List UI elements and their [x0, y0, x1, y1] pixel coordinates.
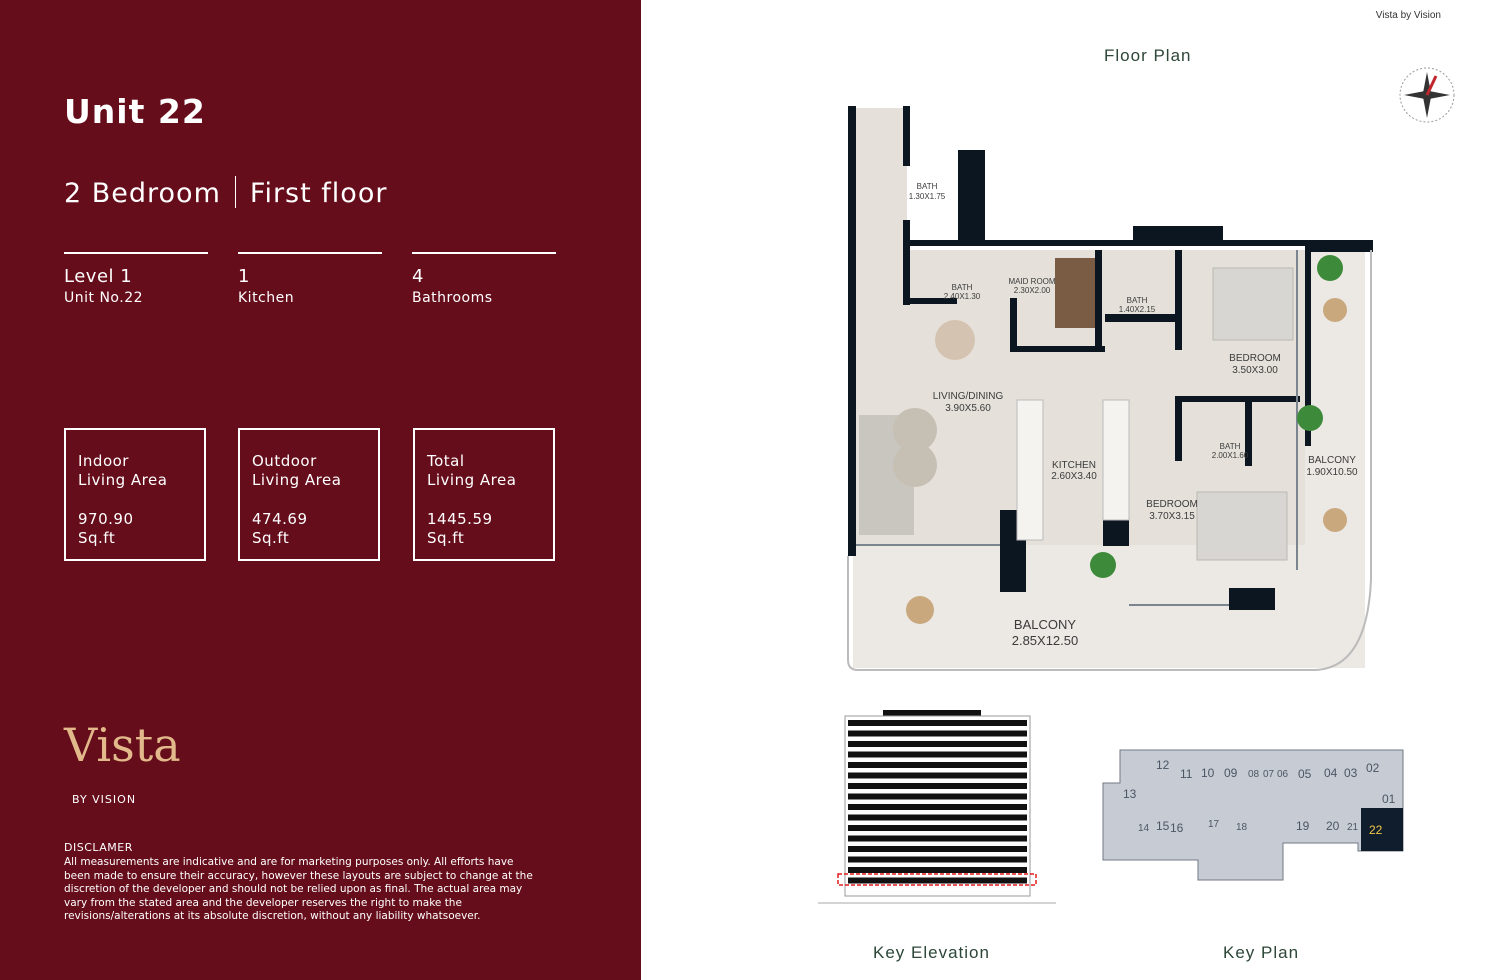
- area-value: 970.90: [78, 510, 134, 528]
- plant-icon: [1297, 405, 1323, 431]
- room-name: BATH: [951, 283, 973, 292]
- unit-number: 01: [1382, 792, 1396, 806]
- area-value: 474.69: [252, 510, 308, 528]
- room-size: 3.90X5.60: [945, 403, 991, 414]
- unit-number: 18: [1236, 822, 1248, 833]
- unit-number: 14: [1138, 823, 1150, 834]
- key-elevation: [818, 708, 1058, 908]
- floor-band: [848, 752, 1027, 758]
- floor-band: [848, 836, 1027, 842]
- balcony-table-icon: [906, 596, 934, 624]
- info-panel: [0, 0, 641, 980]
- indoor-area-box: [64, 428, 206, 561]
- area-label-2: Living Area: [427, 471, 517, 489]
- floor-band: [848, 762, 1027, 768]
- floor-plan: [845, 100, 1375, 672]
- stat-label: Bathrooms: [412, 290, 493, 306]
- unit-number: 20: [1326, 819, 1340, 833]
- logo-subtitle: BY VISION: [72, 793, 137, 806]
- area-label-1: Total: [427, 452, 465, 470]
- compass-icon: [1396, 64, 1458, 126]
- unit-number: 06: [1277, 769, 1289, 780]
- key-elevation-heading: Key Elevation: [873, 943, 990, 962]
- area-label-1: Outdoor: [252, 452, 317, 470]
- unit-number: 02: [1366, 761, 1380, 775]
- room-name: KITCHEN: [1052, 460, 1096, 471]
- plant-icon: [1090, 552, 1116, 578]
- floor-band: [848, 867, 1027, 873]
- room-name: BALCONY: [1013, 617, 1077, 632]
- room-name: BATH: [916, 182, 938, 191]
- unit-number: 21: [1347, 822, 1359, 833]
- area-unit: Sq.ft: [252, 529, 290, 547]
- area-value: 1445.59: [427, 510, 493, 528]
- dining-table-icon: [935, 320, 975, 360]
- unit-number: 16: [1170, 821, 1184, 835]
- area-unit: Sq.ft: [78, 529, 116, 547]
- unit-number: 19: [1296, 819, 1310, 833]
- key-plan-heading: Key Plan: [1223, 943, 1300, 962]
- unit-number: 15: [1156, 819, 1170, 833]
- unit-number: 11: [1180, 767, 1193, 781]
- stat-kitchen: [238, 252, 382, 306]
- unit-number: 17: [1208, 819, 1220, 830]
- room-size: 2.40X1.30: [943, 292, 981, 301]
- total-area-box: [413, 428, 555, 561]
- room-size: 2.00X1.60: [1211, 451, 1249, 460]
- floor-band: [848, 878, 1027, 884]
- room-name: BALCONY: [1308, 455, 1356, 466]
- floor-band: [848, 804, 1027, 810]
- vista-logo: Vista: [64, 718, 181, 772]
- floor-band: [848, 741, 1027, 747]
- area-label-1: Indoor: [78, 452, 129, 470]
- room-size: 1.90X10.50: [1306, 467, 1358, 478]
- stat-value: 1: [238, 266, 250, 287]
- kitchen-counter: [1103, 400, 1129, 520]
- room-name: BEDROOM: [1146, 499, 1198, 510]
- floor-plan-heading: Floor Plan: [1104, 46, 1192, 65]
- disclaimer-text: All measurements are indicative and are for marketing purposes only. All efforts have been made to ensure their accuracy, however these layouts are subject to change at the discretion of the developer and should not be relied upon as final. The actual area may vary from the stated area and the developer reserves the right to make the revisions/alterations at its absolute discretion, without any liability whatsoever.: [64, 856, 533, 923]
- floor-band: [848, 731, 1027, 737]
- floor-band: [848, 783, 1027, 789]
- stat-value: 4: [412, 266, 424, 287]
- room-size: 2.30X2.00: [1013, 286, 1051, 295]
- plant-icon: [1317, 255, 1343, 281]
- rug-icon: [893, 443, 937, 487]
- unit-number: 03: [1344, 766, 1358, 780]
- room-size: 3.50X3.00: [1232, 365, 1278, 376]
- stat-label: Kitchen: [238, 290, 295, 306]
- area-label-2: Living Area: [252, 471, 342, 489]
- room-size: 2.85X12.50: [1011, 633, 1079, 648]
- unit-number: 13: [1123, 787, 1137, 801]
- stat-label: Unit No.22: [64, 290, 144, 306]
- outdoor-area-box: [238, 428, 380, 561]
- room-size: 1.40X2.15: [1118, 305, 1156, 314]
- floor-band: [848, 857, 1027, 863]
- room-name: BATH: [1126, 296, 1148, 305]
- room-size: 2.60X3.40: [1051, 471, 1097, 482]
- unit-subtitle: [64, 176, 387, 209]
- room-name: BATH: [1219, 442, 1241, 451]
- room-name: LIVING/DINING: [932, 391, 1004, 402]
- unit-number: 10: [1201, 766, 1215, 780]
- room-size: 3.70X3.15: [1149, 511, 1195, 522]
- bedroom-count: 2 Bedroom: [64, 178, 221, 209]
- floor-band: [848, 815, 1027, 821]
- room-name: BEDROOM: [1229, 353, 1281, 364]
- floor-band: [848, 825, 1027, 831]
- unit-title: Unit 22: [64, 92, 206, 131]
- unit-number-highlighted: 22: [1369, 823, 1383, 837]
- room-size: 1.30X1.75: [908, 192, 946, 201]
- roof: [883, 710, 981, 716]
- unit-number: 05: [1298, 767, 1312, 781]
- unit-number: 07: [1263, 769, 1275, 780]
- bed-icon: [1197, 492, 1287, 560]
- brand-tag: Vista by Vision: [1375, 10, 1441, 21]
- floor-level: First floor: [249, 178, 388, 209]
- floor-band: [848, 846, 1027, 852]
- divider: [235, 176, 236, 208]
- key-plan: [1098, 748, 1408, 883]
- kitchen-counter: [1017, 400, 1043, 540]
- stat-value: Level 1: [64, 266, 133, 287]
- stat-level: [64, 252, 208, 306]
- room-name: MAID ROOM: [1008, 277, 1056, 286]
- unit-number: 09: [1224, 766, 1238, 780]
- area-unit: Sq.ft: [427, 529, 465, 547]
- floor-band: [848, 773, 1027, 779]
- maid-bed-icon: [1055, 258, 1095, 328]
- unit-number: 04: [1324, 766, 1338, 780]
- balcony-table-icon: [1323, 508, 1347, 532]
- bed-icon: [1213, 268, 1293, 340]
- balcony-table-icon: [1323, 298, 1347, 322]
- floor-band: [848, 794, 1027, 800]
- floor-band: [848, 720, 1027, 726]
- unit-number: 12: [1156, 758, 1170, 772]
- disclaimer-heading: DISCLAMER: [64, 841, 133, 854]
- unit-number: 08: [1248, 769, 1260, 780]
- stat-bathrooms: [412, 252, 556, 306]
- area-label-2: Living Area: [78, 471, 168, 489]
